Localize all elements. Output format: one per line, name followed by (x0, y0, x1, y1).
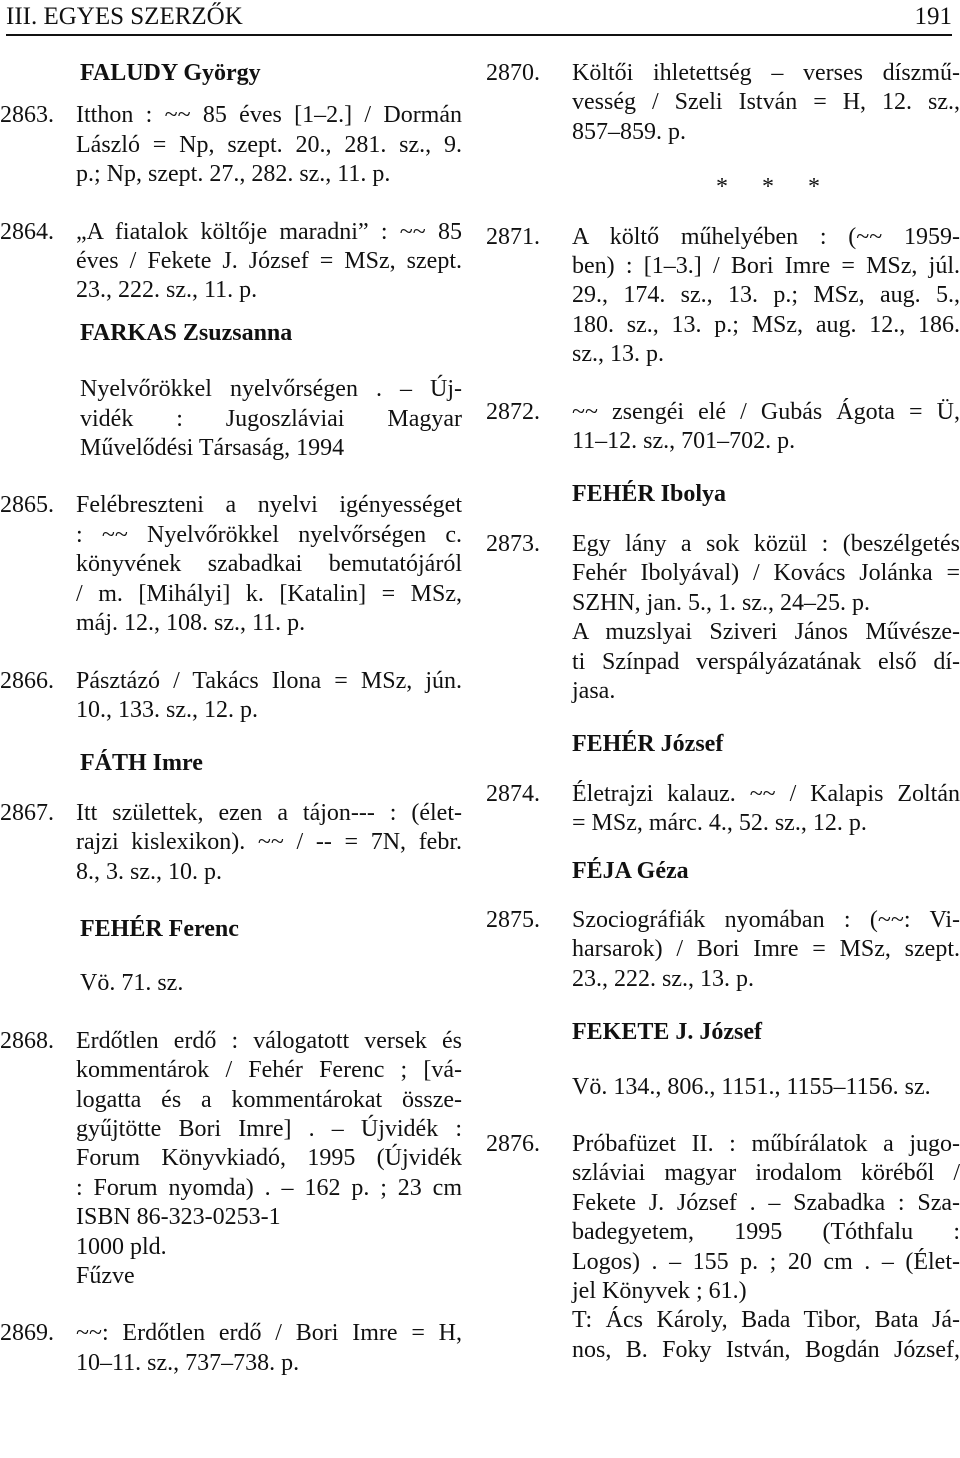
right-column (486, 55, 960, 1365)
bib-entry-2873 (486, 530, 960, 706)
entry-line: Próbafüzet II. : műbírálatok a jugo- (572, 1130, 960, 1157)
author-heading: FEHÉR Ibolya (572, 481, 727, 508)
entry-line: = MSz, márc. 4., 52. sz., 12. p. (572, 810, 867, 837)
bib-entry-2870 (486, 59, 960, 147)
book-note (0, 375, 462, 463)
entry-line: nos, B. Foky István, Bogdán József, (572, 1336, 960, 1363)
entry-line: harsarok) / Bori Imre = MSz, szept. (572, 936, 960, 963)
entry-line: gyűjtötte Bori Imre] . – Újvidék : (76, 1115, 462, 1142)
entry-line: ti Színpad verspályázatának első dí- (572, 648, 960, 675)
bib-entry-2865 (0, 491, 462, 638)
bib-entry-2868 (0, 1027, 462, 1292)
bib-entry-2871 (486, 223, 960, 370)
entry-number: 2864. (0, 218, 54, 245)
entry-line: badegyetem, 1995 (Tóthfalu : (572, 1219, 960, 1246)
bib-entry-2872 (486, 398, 960, 457)
cross-reference: Vö. 134., 806., 1151., 1155–1156. sz. (572, 1073, 931, 1100)
author-heading: FÉJA Géza (572, 857, 689, 884)
entry-line: 857–859. p. (572, 118, 686, 145)
entry-line: A muzslyai Sziveri János Művésze- (572, 619, 960, 646)
entry-number: 2868. (0, 1027, 54, 1054)
bib-entry-2874 (486, 780, 960, 839)
page-number: 191 (914, 3, 952, 30)
entry-number: 2871. (486, 223, 540, 250)
entry-line: Életrajzi kalauz. ~~ / Kalapis Zoltán (572, 780, 960, 807)
entry-line: Felébreszteni a nyelvi igényességet (76, 492, 462, 519)
entry-line: SZHN, jan. 5., 1. sz., 24–25. p. (572, 589, 870, 616)
entry-line: A költő műhelyében : (~~ 1959- (572, 223, 960, 250)
author-heading: FALUDY György (80, 60, 261, 86)
entry-line: szláviai magyar irodalom köréből / (572, 1160, 960, 1187)
entry-line: ISBN 86-323-0253-1 (76, 1204, 281, 1231)
entry-number: 2876. (486, 1130, 540, 1157)
entry-number: 2866. (0, 667, 54, 694)
entry-line: Itt születtek, ezen a tájon--- : (élet- (76, 799, 462, 826)
entry-line: jel Könyvek ; 61.) (572, 1278, 747, 1304)
author-heading: FEHÉR József (572, 731, 724, 758)
author-heading: FEHÉR Ferenc (80, 915, 239, 942)
entry-line: Itthon : ~~ 85 éves [1–2.] / Dormán (76, 102, 462, 129)
entry-line: sz., 13. p. (572, 341, 664, 368)
entry-line: rajzi kislexikon). ~~ / -- = 7N, febr. (76, 829, 462, 856)
entry-line: T: Ács Károly, Bada Tibor, Bata Já- (572, 1307, 960, 1334)
entry-line: 10., 133. sz., 12. p. (76, 696, 258, 723)
entry-line: 23., 222. sz., 13. p. (572, 965, 754, 992)
section-separator: * * * (716, 174, 834, 201)
entry-line: 23., 222. sz., 11. p. (76, 277, 258, 304)
bib-entry-2876 (486, 1130, 960, 1365)
bib-entry-2866 (0, 667, 462, 726)
entry-line: Pásztázó / Takács Ilona = MSz, jún. (76, 667, 462, 694)
entry-line: Forum Könyvkiadó, 1995 (Újvidék (76, 1145, 462, 1172)
entry-line: Egy lány a sok közül : (beszélgetés (572, 530, 960, 557)
entry-number: 2875. (486, 906, 540, 933)
note-line: Művelődési Társaság, 1994 (80, 435, 345, 462)
running-header (6, 0, 952, 36)
bib-entry-2869 (0, 1319, 462, 1378)
entry-line: 10–11. sz., 737–738. p. (76, 1349, 300, 1376)
entry-line: éves / Fekete J. József = MSz, szept. (76, 248, 462, 275)
left-column (0, 55, 462, 1378)
entry-line: Erdőtlen erdő : válogatott versek és (76, 1027, 462, 1054)
bib-entry-2863 (0, 101, 462, 189)
entry-line: 11–12. sz., 701–702. p. (572, 428, 796, 455)
entry-line: könyvének szabadkai bemutatójáról (76, 551, 462, 578)
entry-line: / m. [Mihályi] k. [Katalin] = MSz, (76, 580, 462, 607)
entry-line: Logos) . – 155 p. ; 20 cm . – (Élet- (572, 1248, 960, 1275)
entry-line: logatta és a kommentárokat össze- (76, 1086, 462, 1113)
entry-number: 2869. (0, 1320, 54, 1347)
entry-number: 2867. (0, 799, 54, 826)
entry-line: ben) : [1–3.] / Bori Imre = MSz, júl. (572, 253, 960, 280)
entry-number: 2870. (486, 60, 540, 86)
entry-line: : ~~ Nyelvőrökkel nyelvőrségen c. (76, 521, 462, 548)
entry-number: 2863. (0, 102, 54, 129)
entry-line: 180. sz., 13. p.; MSz, aug. 12., 186. (572, 311, 960, 338)
entry-line: ~~: Erdőtlen erdő / Bori Imre = H, (76, 1320, 462, 1347)
cross-reference: Vö. 71. sz. (80, 970, 184, 997)
entry-line: Szociográfiák nyomában : (~~: Vi- (572, 906, 960, 933)
entry-line: 1000 pld. (76, 1233, 167, 1260)
entry-line: Költői ihletettség – verses díszmű- (572, 60, 960, 86)
entry-number: 2865. (0, 492, 54, 519)
note-line: Nyelvőrökkel nyelvőrségen . – Új- (80, 376, 462, 403)
entry-line: kommentárok / Fehér Ferenc ; [vá- (76, 1057, 462, 1084)
entry-line: Fekete J. József . – Szabadka : Sza- (572, 1189, 960, 1216)
author-heading: FEKETE J. József (572, 1019, 762, 1046)
author-heading: FÁTH Imre (80, 750, 203, 777)
entry-line: ~~ zsengéi elé / Gubás Ágota = Ü, (572, 398, 960, 425)
section-title: III. EGYES SZERZŐK (6, 3, 243, 30)
entry-number: 2872. (486, 398, 540, 425)
entry-line: László = Np, szept. 20., 281. sz., 9. (76, 131, 462, 158)
entry-line: 29., 174. sz., 13. p.; MSz, aug. 5., (572, 282, 960, 309)
entry-line: p.; Np, szept. 27., 282. sz., 11. p. (76, 161, 391, 188)
bib-entry-2867 (0, 799, 462, 887)
entry-line: máj. 12., 108. sz., 11. p. (76, 610, 306, 637)
entry-number: 2874. (486, 780, 540, 807)
author-heading: FARKAS Zsuzsanna (80, 319, 293, 346)
entry-line: Fehér Ibolyával) / Kovács Jolánka = (572, 560, 960, 587)
entry-line: „A fiatalok költője maradni” : ~~ 85 (76, 218, 462, 245)
entry-line: Fűzve (76, 1263, 135, 1289)
bib-entry-2875 (486, 906, 960, 994)
entry-line: vesség / Szeli István = H, 12. sz., (572, 89, 960, 116)
entry-line: 8., 3. sz., 10. p. (76, 858, 222, 885)
note-line: vidék : Jugoszláviai Magyar (80, 405, 462, 432)
entry-line: jasa. (572, 677, 616, 704)
entry-number: 2873. (486, 530, 540, 557)
entry-line: : Forum nyomda) . – 162 p. ; 23 cm (76, 1174, 462, 1201)
bib-entry-2864 (0, 218, 462, 306)
